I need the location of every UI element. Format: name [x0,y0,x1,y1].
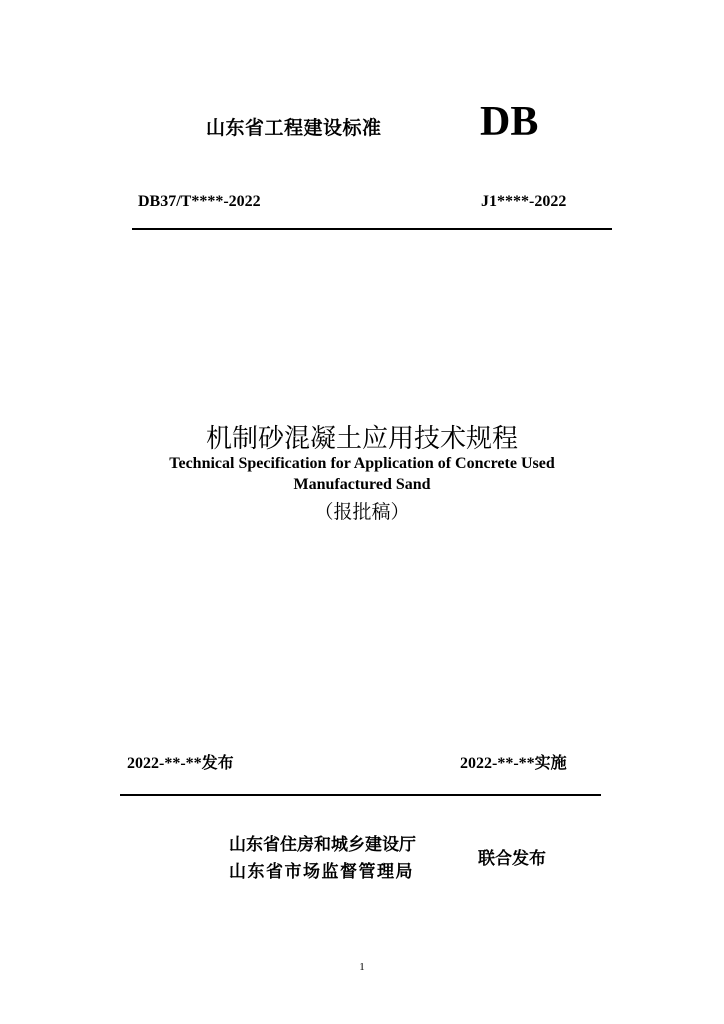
bottom-divider [120,794,601,796]
document-title-chinese: 机制砂混凝土应用技术规程 [205,424,518,454]
top-divider [132,228,612,230]
draft-status: （报批稿） [314,501,410,523]
issue-date: 2022-**-** [127,755,202,772]
page-number: 1 [359,961,365,973]
document-title-english-line1: Technical Specification for Application of Concrete Used [169,455,555,472]
issue-label: 发布 [201,753,234,772]
record-code: J1****-2022 [481,193,567,210]
document-title-english-line2: Manufactured Sand [293,476,431,493]
issuer-housing-department: 山东省住房和城乡建设厅 [229,835,416,855]
standard-category: 山东省工程建设标准 [206,117,382,139]
implementation-label: 实施 [534,753,567,772]
issue-date-line [127,750,234,773]
implementation-date: 2022-**-** [460,755,535,772]
issuer-market-regulation-bureau: 山东省市场监督管理局 [229,862,414,882]
joint-release-label: 联合发布 [478,849,546,869]
implementation-date-line [460,750,567,773]
standard-code: DB37/T****-2022 [138,193,261,210]
db-mark: DB [480,99,539,145]
